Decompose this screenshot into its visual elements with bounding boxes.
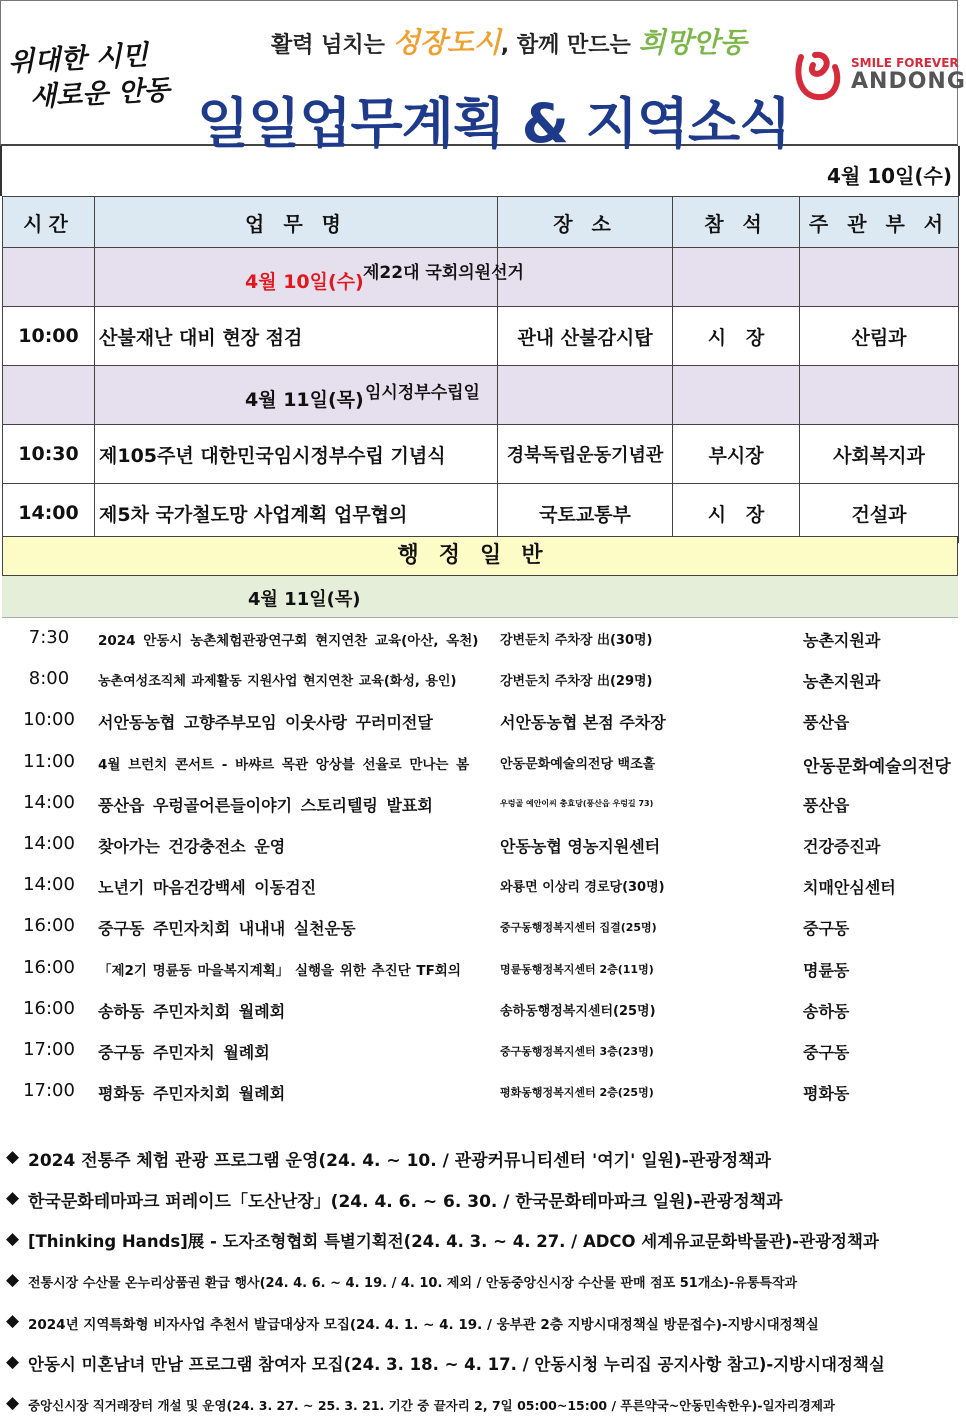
- empty-cell: [498, 366, 673, 425]
- item-place: 강변둔치 주차장 出(29명): [500, 674, 653, 690]
- item-dept: 중구동: [803, 919, 850, 939]
- item-place: 송하동행정복지센터(25명): [500, 1003, 656, 1019]
- empty-cell: [800, 248, 959, 307]
- item-task: 「제2기 명륜동 마을복지계획」 실행을 위한 추진단 TF회의: [98, 962, 461, 979]
- table-row: [3, 425, 959, 484]
- diamond-bullet-icon: ◆: [6, 1147, 20, 1167]
- event-time: 10:30: [3, 425, 95, 484]
- admin-list: [0, 618, 960, 1112]
- event-attend: 시 장: [673, 307, 800, 366]
- item-task: 4월 브런치 콘서트 - 바쌰르 목관 앙상블 선율로 만나는 봄: [98, 756, 470, 773]
- date-note: 임시정부수립일: [365, 383, 480, 403]
- slogan-line-2: 새로운 안동: [29, 74, 171, 114]
- logo-subtitle: SMILE FOREVER: [851, 56, 959, 70]
- table-row: [3, 484, 959, 543]
- item-dept: 평화동: [803, 1084, 850, 1104]
- notice-item: [0, 1342, 960, 1383]
- item-place: 와룡면 이상리 경로당(30명): [500, 880, 665, 896]
- event-place: 경북독립운동기념관: [498, 425, 673, 484]
- event-attend: 부시장: [673, 425, 800, 484]
- diamond-bullet-icon: ◆: [6, 1352, 20, 1372]
- table-header-row: [3, 197, 959, 248]
- andong-logo: [791, 47, 966, 107]
- event-task: 산불재난 대비 현장 점검: [95, 307, 498, 366]
- list-item: [0, 1071, 960, 1112]
- item-time: 14:00: [23, 791, 75, 813]
- item-dept: 명륜동: [803, 960, 850, 980]
- item-time: 16:00: [23, 956, 75, 978]
- notice-text: 안동시 미혼남녀 만남 프로그램 참여자 모집(24. 3. 18. ~ 4. 17. / 안동시청 누리집 공지사항 참고)-지방시대정책실: [28, 1355, 885, 1374]
- item-time: 14:00: [23, 832, 75, 854]
- date-row: [3, 248, 959, 307]
- item-place: 평화동행정복지센터 2층(25명): [500, 1086, 654, 1100]
- item-time: 8:00: [28, 668, 70, 690]
- item-place: 중구동행정복지센터 집결(25명): [500, 921, 657, 935]
- item-task: 중구동 주민자치 월례회: [98, 1042, 270, 1062]
- item-task: 송하동 주민자치회 월례회: [98, 1001, 286, 1021]
- item-time: 10:00: [23, 709, 75, 731]
- date-label: 4월 11일(목): [245, 389, 364, 411]
- date-cell: [95, 366, 498, 425]
- item-time: 16:00: [23, 915, 75, 937]
- date-row: [3, 366, 959, 425]
- city-vision-slogan: [271, 21, 747, 61]
- event-task: 제5차 국가철도망 사업계획 업무협의: [95, 484, 498, 543]
- notice-item: [0, 1301, 960, 1342]
- diamond-bullet-icon: ◆: [6, 1229, 20, 1249]
- event-place: 관내 산불감시탑: [498, 307, 673, 366]
- slogan-part-4: 희망안동: [638, 26, 747, 59]
- item-time: 7:30: [28, 627, 70, 648]
- list-item: [0, 824, 960, 865]
- item-dept: 풍산읍: [803, 795, 850, 815]
- notice-text: 중앙신시장 직거래장터 개설 및 운영(24. 3. 27. ~ 25. 3. 21. 기간 중 끝자리 2, 7일 05:00~15:00 / 푸른약국~안동민속한우)-일자리경제과: [28, 1398, 835, 1413]
- diamond-bullet-icon: ◆: [6, 1188, 20, 1208]
- empty-cell: [673, 366, 800, 425]
- admin-date: 4월 11일(목): [248, 589, 361, 610]
- notice-item: [0, 1137, 960, 1178]
- item-task: 중구동 주민자치회 내내내 실천운동: [98, 919, 356, 939]
- item-place: 안동문화예술의전당 백조홀: [500, 756, 656, 772]
- column-header-place: 장 소: [498, 197, 673, 248]
- list-item: [0, 659, 960, 700]
- column-header-time: 시간: [3, 197, 95, 248]
- item-dept: 안동문화예술의전당: [803, 756, 951, 777]
- item-dept: 농촌지원과: [803, 672, 881, 692]
- admin-date-row: [2, 576, 958, 618]
- event-place: 국토교통부: [498, 484, 673, 543]
- item-task: 서안동농협 고향주부모임 이웃사랑 꾸러미전달: [98, 713, 433, 733]
- item-dept: 치매안심센터: [803, 878, 896, 898]
- diamond-bullet-icon: ◆: [6, 1270, 20, 1290]
- schedule-table: [2, 196, 959, 543]
- list-item: [0, 618, 960, 659]
- smile-logo-icon: [791, 47, 843, 103]
- column-header-attend: 참 석: [673, 197, 800, 248]
- today-date: 4월 10일(수): [827, 164, 952, 188]
- item-time: 11:00: [23, 750, 75, 772]
- item-task: 2024 안동시 농촌체험관광연구회 현지연찬 교육(아산, 옥천): [98, 633, 479, 649]
- notice-text: 2024년 지역특화형 비자사업 추천서 발급대상자 모집(24. 4. 1. ~ 4. 19. / 웅부관 2층 지방시대정책실 방문접수)-지방시대정책실: [28, 1317, 819, 1333]
- diamond-bullet-icon: ◆: [6, 1311, 20, 1331]
- header: [0, 0, 966, 155]
- list-item: [0, 1030, 960, 1071]
- item-time: 14:00: [23, 874, 75, 896]
- list-item: [0, 948, 960, 989]
- notice-item: [0, 1178, 960, 1219]
- item-place: 안동농협 영농지원센터: [500, 836, 661, 856]
- notice-text: [Thinking Hands]展 - 도자조형협회 특별기획전(24. 4. 3. ~ 4. 27. / ADCO 세계유교문화박물관)-관광정책과: [28, 1232, 879, 1251]
- slogan-part-3: , 함께 만드는: [500, 33, 639, 58]
- event-time: 14:00: [3, 484, 95, 543]
- notice-item: [0, 1260, 960, 1301]
- empty-cell: [3, 366, 95, 425]
- city-slogan-calligraphy: [7, 37, 171, 117]
- item-place: 강변둔치 주차장 出(30명): [500, 633, 653, 648]
- today-date-row: [0, 146, 960, 196]
- list-item: [0, 989, 960, 1030]
- event-task: 제105주년 대한민국임시정부수립 기념식: [95, 425, 498, 484]
- event-attend: 시 장: [673, 484, 800, 543]
- event-time: 10:00: [3, 307, 95, 366]
- item-dept: 건강증진과: [803, 836, 881, 856]
- slogan-line-1: 위대한 시민: [7, 39, 149, 79]
- item-dept: 농촌지원과: [803, 631, 881, 650]
- item-time: 17:00: [23, 1080, 75, 1102]
- event-dept: 사회복지과: [800, 425, 959, 484]
- empty-cell: [800, 366, 959, 425]
- notice-list: [0, 1137, 960, 1424]
- date-note: 제22대 국회의원선거: [363, 263, 524, 283]
- column-header-dept: 주 관 부 서: [800, 197, 959, 248]
- date-cell: [95, 248, 524, 307]
- empty-cell: [673, 248, 800, 307]
- list-item: [0, 700, 960, 741]
- notice-text: 한국문화테마파크 퍼레이드「도산난장」(24. 4. 6. ~ 6. 30. / 한국문화테마파크 일원)-관광정책과: [28, 1192, 783, 1212]
- date-label: 4월 10일(수): [245, 271, 364, 293]
- item-dept: 풍산읍: [803, 713, 850, 733]
- slogan-part-1: 활력 넘치는: [271, 33, 393, 58]
- notice-item: [0, 1219, 960, 1260]
- item-task: 평화동 주민자치회 월례회: [98, 1084, 286, 1104]
- empty-cell: [3, 248, 95, 307]
- column-header-task: 업 무 명: [95, 197, 498, 248]
- list-item: [0, 742, 960, 783]
- notice-item: [0, 1383, 960, 1424]
- item-task: 찾아가는 건강충전소 운영: [98, 836, 286, 856]
- item-time: 17:00: [23, 1038, 75, 1060]
- notice-text: 전통시장 수산물 온누리상품권 환급 행사(24. 4. 6. ~ 4. 19. / 4. 10. 제외 / 안동중앙신시장 수산물 판매 점포 51개소)-유통특작과: [28, 1276, 798, 1291]
- item-dept: 송하동: [803, 1001, 850, 1021]
- item-task: 풍산읍 우렁골어른들이야기 스토리텔링 발표회: [98, 795, 433, 815]
- item-time: 16:00: [23, 997, 75, 1019]
- event-dept: 건설과: [800, 484, 959, 543]
- logo-name: ANDONG: [851, 69, 966, 94]
- item-task: 노년기 마음건강백세 이동검진: [98, 878, 317, 898]
- table-row: [3, 307, 959, 366]
- slogan-part-2: 성장도시: [392, 26, 501, 59]
- list-item: [0, 865, 960, 906]
- item-place: 명륜동행정복지센터 2층(11명): [500, 962, 654, 976]
- admin-section-title: 행정일반: [2, 536, 958, 576]
- item-dept: 중구동: [803, 1042, 850, 1062]
- item-task: 농촌여성조직체 과제활동 지원사업 현지연찬 교육(화성, 용인): [98, 674, 457, 690]
- list-item: [0, 783, 960, 824]
- event-dept: 산림과: [800, 307, 959, 366]
- page-title: 일일업무계획 & 지역소식: [197, 92, 791, 155]
- list-item: [0, 906, 960, 947]
- item-place: 중구동행정복지센터 3층(23명): [500, 1044, 654, 1058]
- diamond-bullet-icon: ◆: [6, 1393, 20, 1413]
- item-place: 서안동농협 본점 주차장: [500, 713, 666, 733]
- notice-text: 2024 전통주 체험 관광 프로그램 운영(24. 4. ~ 10. / 관광커뮤니티센터 '여기' 일원)-관광정책과: [28, 1151, 771, 1171]
- item-place: 우렁골 예안이씨 충효당(풍산읍 우렁길 73): [500, 798, 654, 808]
